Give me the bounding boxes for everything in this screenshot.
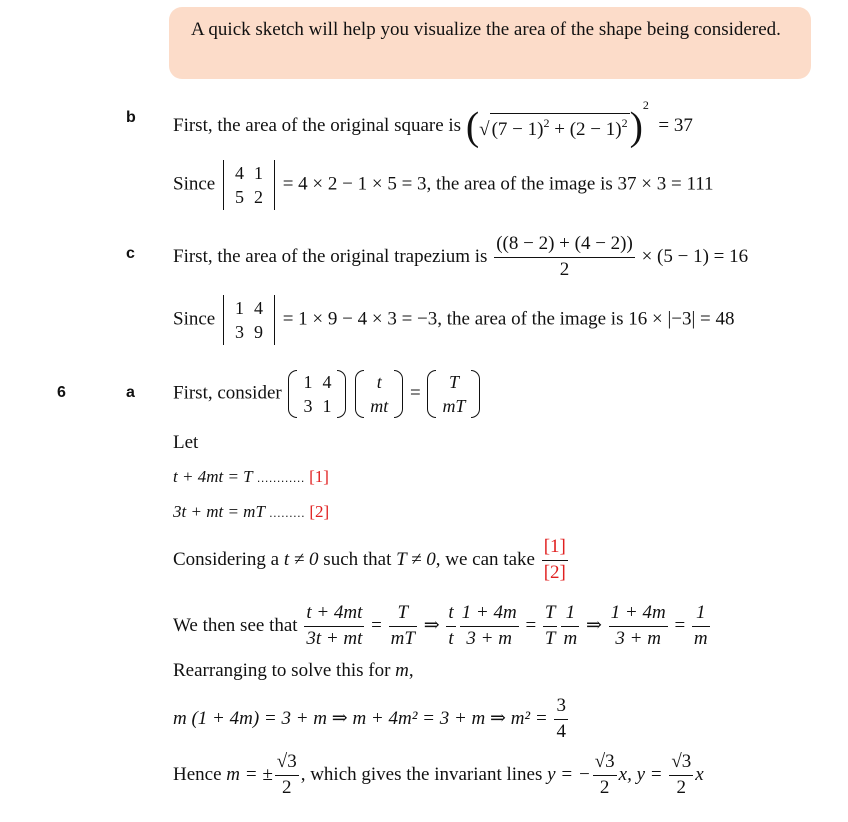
determinant-c: 1 4 3 9 (223, 295, 275, 345)
rearrange-line: Rearranging to solve this for m, (173, 660, 414, 681)
solve-line: m (1 + 4m) = 3 + m ⇒ m + 4m² = 3 + m ⇒ m² = $\frac{3}{4}$ (173, 695, 566, 742)
question-number: 6 (57, 384, 66, 401)
part-c-line1 (173, 234, 748, 281)
part-c-line2-rest: = 1 × 9 − 4 × 3 = −3, the area of the image is 16 × |−3| = 48 (282, 308, 735, 330)
since-label: Since (173, 173, 216, 195)
part-c-line1-text: First, the area of the original trapezium is (173, 245, 488, 267)
determinant-b: 4 1 5 2 (223, 160, 275, 210)
transform-matrix: 1 4 3 1 (288, 370, 346, 418)
part-b-line1-text: First, the area of the original square is (173, 115, 462, 136)
part-b-line2-rest: = 4 × 2 − 1 × 5 = 3, the area of the image is 37 × 3 = 111 (282, 173, 714, 195)
hence-line: Hence m = ± $\frac{√3}{2}$ , which gives the invariant lines y = − $\frac{√3}{2}$ x, y = $\frac{√3}{2}$ x (173, 751, 704, 798)
square-exponent: 2 (642, 98, 649, 112)
since-label: Since (173, 308, 216, 330)
part-c-line2 (173, 295, 735, 345)
sqrt-expression: √ $(7 - 1)^2 + (2 - 1)^2$ (479, 113, 629, 141)
part-b-line2 (173, 160, 714, 210)
consider-text: First, consider (173, 382, 282, 404)
let-text: Let (173, 432, 199, 453)
considering-line: Considering a t ≠ 0 such that T ≠ 0, we can take $\frac{[1]}{[2]}$ (173, 536, 566, 583)
radicand-b: + (2 − 1) (549, 118, 622, 140)
eq1-tag: [1] (309, 467, 329, 486)
vector-left: t mt (355, 370, 403, 418)
part-a-label: a (126, 384, 135, 401)
equation-2: 3t + mt = mT ......... [2] (173, 502, 330, 521)
part-c-label: c (126, 245, 135, 262)
see-line: We then see that $\frac{t + 4mt}{3t + mt}$ = $\frac{T}{mT}$ ⇒ $\frac{t}{t}$ $\frac{1 + 4m}{3 + m}$ = $\frac{T}{T}$ $\frac{1}{m}$ ⇒ $\frac{1 + 4m}{3 + m}$ = $\frac{1}{m}$ (173, 602, 708, 649)
equation-1: t + 4mt = T ............ [1] (173, 467, 329, 486)
part-b-result: = 37 (658, 115, 693, 136)
part-b-label: b (126, 109, 136, 126)
trapezium-fraction: $\frac{((8 - 2) + (4 - 2))}{2}$ (496, 233, 633, 280)
part-c-result: × (5 − 1) = 16 (641, 245, 749, 267)
q6-consider-line: First, consider 1 4 3 1 t mt = T mT (173, 370, 482, 418)
ratio-fraction: $\frac{[1]}{[2]}$ (543, 536, 566, 583)
part-b-line1: First, the area of the original square is (√ $(7 - 1)^2 + (2 - 1)^2)^2 = 37$ (173, 98, 693, 149)
eq2-tag: [2] (309, 502, 330, 521)
vector-right: T mT (427, 370, 480, 418)
radicand-a: (7 − 1) (491, 118, 544, 140)
tip-text: A quick sketch will help you visualize the area of the shape being considered. (191, 19, 781, 40)
tip-box (169, 7, 811, 79)
